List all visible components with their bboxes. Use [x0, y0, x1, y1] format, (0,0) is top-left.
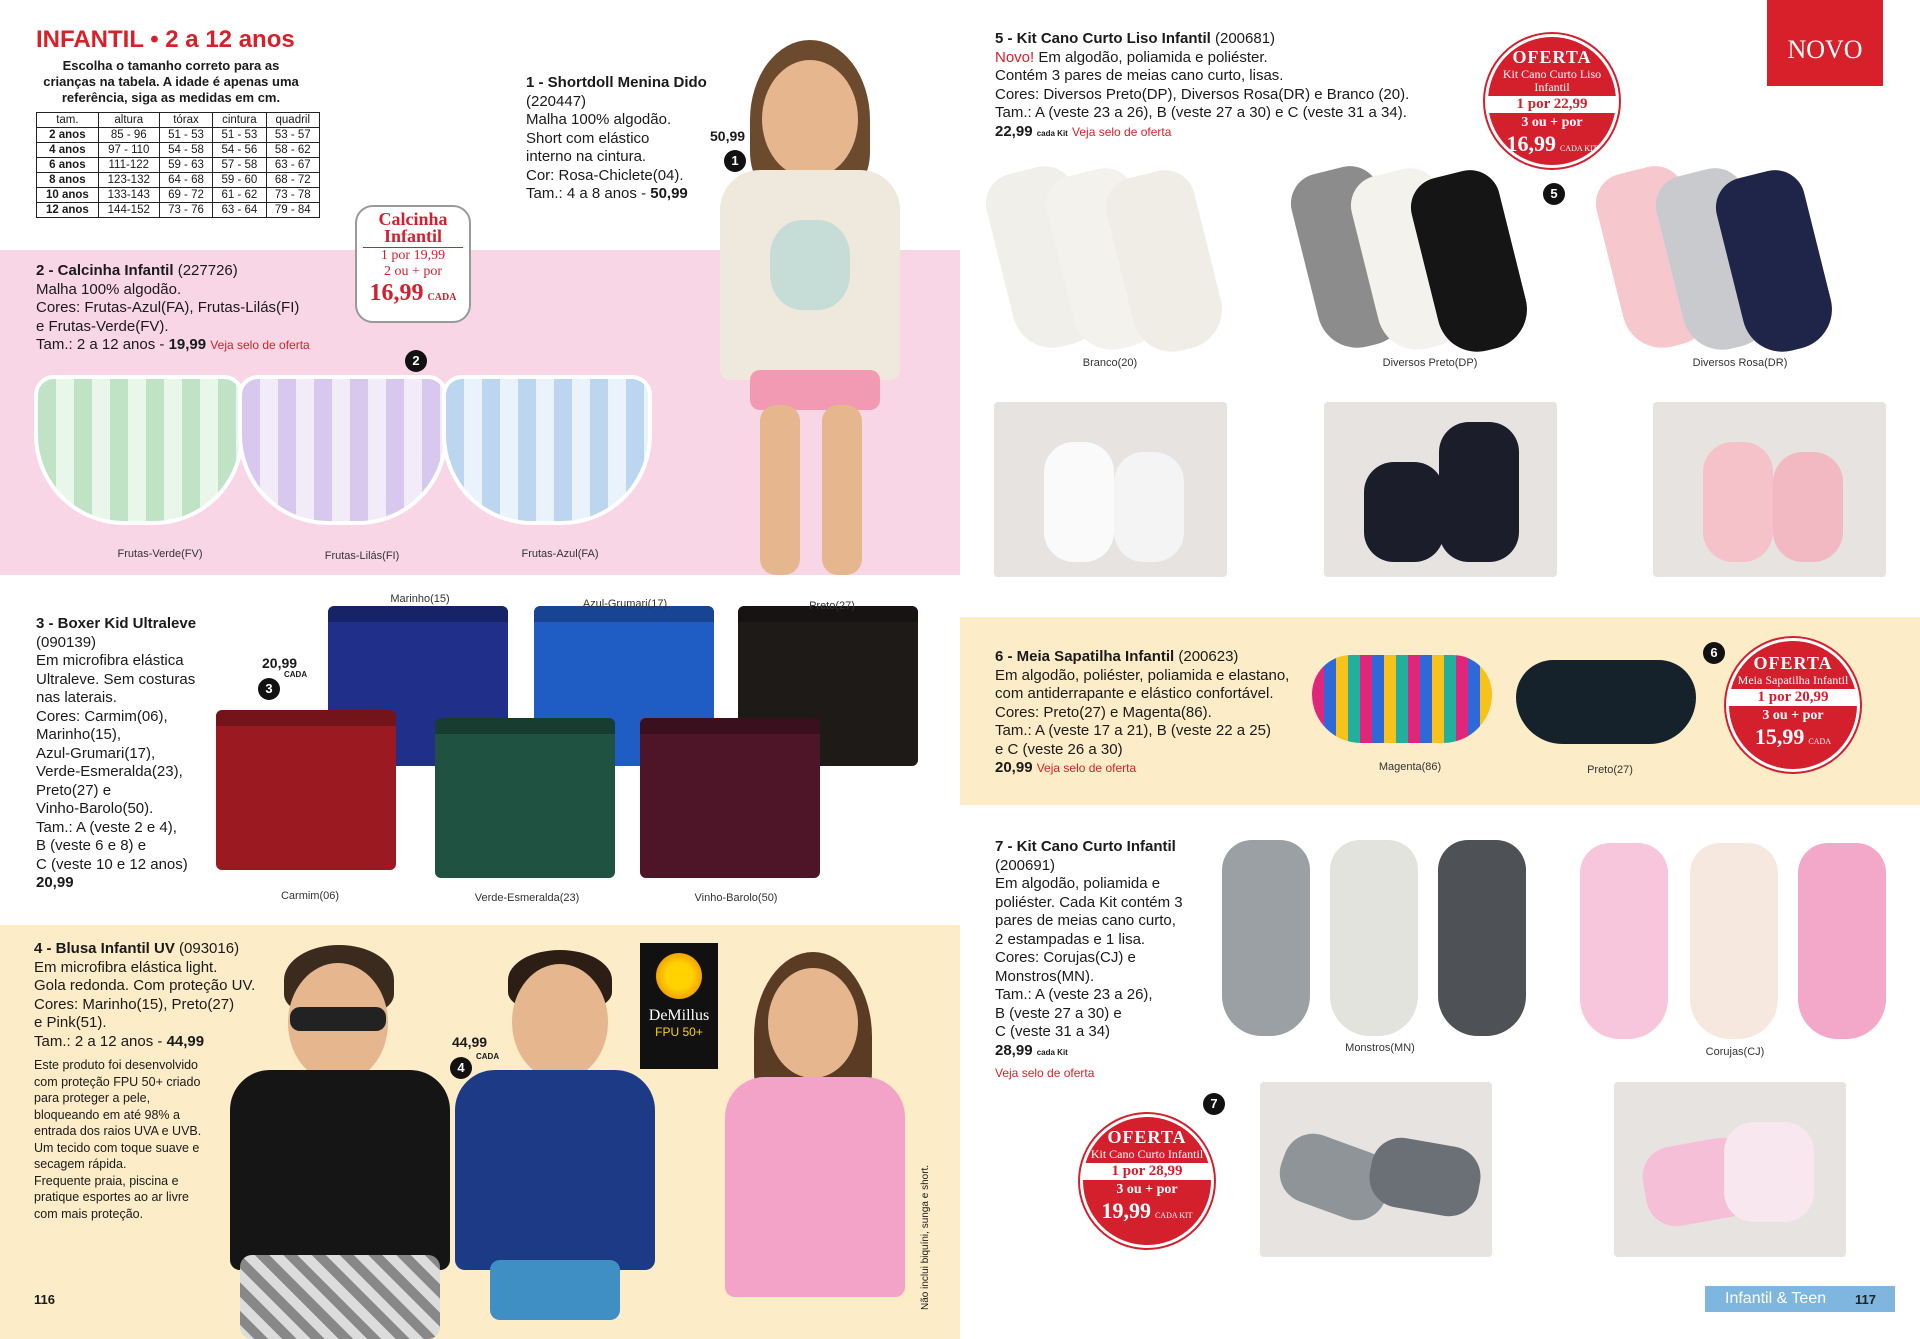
product-5-line: Tam.: A (veste 23 a 26), B (veste 27 a 30) e C (veste 31 a 34). [995, 104, 1407, 121]
caption: Frutas-Lilás(FI) [324, 550, 400, 562]
caption: Monstros(MN) [1345, 1042, 1415, 1054]
catalog-page-right [960, 0, 1920, 1339]
sock-monstros-2 [1438, 840, 1526, 1036]
product-3-line: Preto(27) e [36, 781, 112, 799]
badge-sub: FPU 50+ [655, 1025, 703, 1039]
product-2-offer-bubble [355, 205, 471, 323]
size-table-cell: 68 - 72 [266, 173, 319, 188]
size-table-row [37, 173, 320, 188]
size-table-cell: 54 - 58 [159, 143, 212, 158]
product-5-code: (200681) [1215, 30, 1276, 47]
desc-line: Um tecido com toque suave e [34, 1140, 200, 1155]
product-1-title: 1 - Shortdoll Menina Dido [526, 74, 707, 91]
product-3-tag-price: 20,99 [262, 655, 298, 671]
product-4-price: 44,99 [166, 1032, 205, 1050]
size-table-cell: 53 - 57 [266, 128, 319, 143]
seal-unit: CADA KIT [1559, 144, 1598, 153]
seal-unit: CADA [1808, 737, 1832, 746]
product-5-info [995, 30, 1465, 143]
product-3-info [36, 615, 236, 893]
page-number-right: 117 [1855, 1292, 1876, 1307]
feet-photo-rosa [1653, 402, 1886, 577]
product-7-line: poliéster. Cada Kit contém 3 [995, 893, 1183, 911]
product-7-title: 7 - Kit Cano Curto Infantil [995, 838, 1176, 855]
seal-subtitle: Meia Sapatilha Infantil [1737, 673, 1849, 687]
product-5-line: Em algodão, poliamida e poliéster. [1034, 48, 1268, 66]
seal-unit: CADA KIT [1154, 1211, 1193, 1220]
product-2-price: 19,99 [168, 336, 207, 353]
size-table-cell: 59 - 63 [159, 158, 212, 173]
badge-brand: DeMillus [648, 1007, 710, 1024]
size-table-cell: 144-152 [98, 203, 159, 218]
sock-corujas-1 [1580, 843, 1668, 1039]
product-6-offer-link[interactable]: Veja selo de oferta [1036, 761, 1137, 775]
product-3-line: Marinho(15), [36, 726, 122, 743]
sock-monstros-1 [1222, 840, 1310, 1036]
product-1-code: (220447) [526, 92, 587, 110]
product-3-tag-unit: CADA [284, 670, 308, 679]
caption: Verde-Esmeralda(23) [474, 892, 580, 904]
product-3-line: Vinho-Barolo(50). [36, 800, 154, 817]
boxer-verde-esmeralda [435, 718, 615, 878]
product-3-line: C (veste 10 e 12 anos) [36, 855, 188, 873]
product-5-price: 22,99 [995, 122, 1033, 140]
caption: Preto(27) [1587, 764, 1633, 776]
product-4-line: Em microfibra elástica light. [34, 958, 218, 976]
product-1-line: Short com elástico [526, 129, 650, 147]
product-7-line: Tam.: A (veste 23 a 26), [995, 986, 1153, 1003]
desc-line: com mais proteção. [34, 1206, 144, 1221]
feet-photo-monstros [1260, 1082, 1492, 1257]
size-table-row [37, 158, 320, 173]
seal-title: OFERTA [1512, 47, 1592, 67]
product-3-number: 3 [258, 678, 280, 700]
size-table-cell: 64 - 68 [159, 173, 212, 188]
seal-band2: 3 ou + por [1762, 708, 1824, 723]
product-5-number: 5 [1543, 183, 1565, 205]
desc-line: para proteger a pele, [34, 1091, 151, 1105]
sun-icon [656, 953, 702, 999]
product-6-offer-seal [1726, 638, 1860, 772]
product-4-description [34, 1057, 234, 1222]
product-1-line: interno na cintura. [526, 148, 647, 165]
product-6-title: 6 - Meia Sapatilha Infantil [995, 648, 1175, 665]
product-3-line: Verde-Esmeralda(23), [36, 763, 183, 780]
girl-pink-uv-shirt-photo [720, 952, 910, 1339]
size-note: Escolha o tamanho correto para as crianças na tabela. A idade é apenas uma referência, siga as medidas em cm. [43, 58, 299, 105]
size-table-cell: 2 anos [37, 128, 99, 143]
product-7-line: Em algodão, poliamida e [995, 875, 1161, 892]
size-table-cell: 4 anos [37, 143, 99, 158]
header-cell: quadril [266, 113, 319, 128]
product-4-tag-price: 44,99 [452, 1034, 488, 1050]
product-6-code: (200623) [1178, 648, 1239, 665]
product-5-title: 5 - Kit Cano Curto Liso Infantil [995, 30, 1211, 47]
header-cell: tórax [159, 113, 212, 128]
product-4-tag-unit: CADA [476, 1052, 500, 1061]
product-6-line: Em algodão, poliéster, poliamida e elastano, [995, 666, 1290, 684]
product-3-price: 20,99 [36, 874, 74, 891]
product-7-offer-seal [1080, 1114, 1214, 1248]
caption: Diversos Rosa(DR) [1692, 357, 1788, 369]
brief-frutas-verde [34, 375, 244, 525]
product-4-size: Tam.: 2 a 12 anos - [34, 1032, 167, 1050]
brief-frutas-lilas [238, 375, 448, 525]
size-table-cell: 85 - 96 [98, 128, 159, 143]
product-5-novo: Novo! [995, 48, 1035, 66]
product-3-line: Ultraleve. Sem costuras [36, 670, 196, 688]
product-2-code: (227726) [177, 262, 238, 279]
desc-line: bloqueando em até 98% a [34, 1107, 180, 1122]
product-2-offer-link[interactable]: Veja selo de oferta [210, 338, 310, 352]
product-3-line: Azul-Grumari(17), [36, 744, 156, 762]
seal-band1: 1 por 22,99 [1488, 96, 1616, 113]
caption: Corujas(CJ) [1705, 1046, 1765, 1058]
product-7-info [995, 838, 1205, 1083]
caption: Branco(20) [1082, 357, 1138, 369]
product-7-line: Monstros(MN). [995, 967, 1095, 985]
size-table-cell: 79 - 84 [266, 203, 319, 218]
sock-corujas-lisa [1690, 843, 1778, 1039]
caption: Marinho(15) [390, 593, 450, 605]
boy-navy-uv-shirt-photo [450, 950, 660, 1339]
size-table-cell: 97 - 110 [98, 143, 159, 158]
product-5-price-unit: cada Kit [1036, 128, 1068, 138]
size-table-row [37, 143, 320, 158]
caption: Diversos Preto(DP) [1382, 357, 1478, 369]
product-7-line: 2 estampadas e 1 lisa. [995, 930, 1146, 948]
size-table-cell: 57 - 58 [213, 158, 266, 173]
sapatilha-preto [1516, 660, 1696, 744]
bubble-title: Calcinha Infantil [378, 209, 448, 246]
product-4-line: Cores: Marinho(15), Preto(27) [34, 995, 235, 1013]
size-table-cell: 8 anos [37, 173, 99, 188]
seal-band1: 1 por 20,99 [1729, 689, 1857, 706]
product-2-line: Malha 100% algodão. [36, 280, 182, 298]
product-7-code: (200691) [995, 856, 1056, 874]
feet-photo-branco [994, 402, 1227, 577]
product-1-line: Cor: Rosa-Chiclete(04). [526, 166, 684, 184]
product-7-price: 28,99 [995, 1041, 1033, 1059]
desc-line: com proteção FPU 50+ criado [34, 1074, 201, 1089]
product-6-line: Cores: Preto(27) e Magenta(86). [995, 703, 1212, 721]
feet-photo-corujas [1614, 1082, 1846, 1257]
size-table-cell: 133-143 [98, 188, 159, 203]
desc-line: secagem rápida. [34, 1157, 127, 1171]
product-3-line: nas laterais. [36, 689, 117, 706]
size-table-cell: 10 anos [37, 188, 99, 203]
novo-badge: NOVO [1767, 0, 1883, 86]
product-4-line: e Pink(51). [34, 1014, 107, 1031]
size-table-row [37, 128, 320, 143]
size-table-cell: 51 - 53 [159, 128, 212, 143]
size-table-cell: 63 - 67 [266, 158, 319, 173]
footer-bar [1705, 1286, 1895, 1312]
product-4-code: (093016) [179, 940, 240, 957]
seal-band1: 1 por 28,99 [1083, 1163, 1211, 1180]
desc-line: Este produto foi desenvolvido [34, 1058, 198, 1072]
product-7-price-unit: cada Kit [1036, 1047, 1068, 1057]
product-7-offer-link[interactable]: Veja selo de oferta [995, 1066, 1095, 1080]
header-cell: tam. [37, 113, 99, 128]
product-3-line: B (veste 6 e 8) e [36, 837, 147, 854]
boy-black-uv-shirt-photo [220, 945, 460, 1339]
product-2-title: 2 - Calcinha Infantil [36, 262, 174, 279]
desc-line: pratique esportes ao ar livre [34, 1190, 189, 1204]
size-table-header [37, 113, 320, 128]
product-5-line: Cores: Diversos Preto(DP), Diversos Rosa(DR) e Branco (20). [995, 85, 1410, 103]
product-6-number: 6 [1703, 642, 1725, 664]
seal-price: 15,99 [1754, 724, 1805, 749]
size-table-row [37, 203, 320, 218]
product-5-offer-seal [1485, 34, 1619, 168]
bubble-unit: CADA [427, 292, 457, 303]
product-7-line: B (veste 27 a 30) e [995, 1004, 1122, 1022]
product-2-number: 2 [405, 350, 427, 372]
size-table-cell: 12 anos [37, 203, 99, 218]
product-4-line: Gola redonda. Com proteção UV. [34, 977, 256, 994]
size-table-cell: 63 - 64 [213, 203, 266, 218]
product-6-info [995, 648, 1325, 778]
boxer-carmim [216, 710, 396, 870]
caption: Carmim(06) [280, 890, 340, 902]
size-table-cell: 54 - 56 [213, 143, 266, 158]
product-3-line: Tam.: A (veste 2 e 4), [36, 818, 177, 836]
product-1-number: 1 [724, 150, 746, 172]
girl-shortdoll-photo [710, 40, 930, 580]
product-6-price: 20,99 [995, 759, 1033, 776]
product-2-info [36, 262, 366, 355]
header-cell: altura [98, 113, 159, 128]
seal-band2: 3 ou + por [1521, 115, 1583, 130]
caption: Frutas-Azul(FA) [521, 548, 599, 560]
product-6-line: com antiderrapante e elástico confortável. [995, 685, 1274, 702]
caption: Frutas-Verde(FV) [117, 548, 203, 560]
product-1-line: Malha 100% algodão. [526, 111, 672, 128]
seal-title: OFERTA [1753, 653, 1833, 673]
desc-line: Frequente praia, piscina e [34, 1173, 179, 1188]
caption: Preto(27) [809, 600, 855, 612]
feet-photo-preto [1324, 402, 1557, 577]
seal-price: 16,99 [1506, 131, 1556, 156]
product-3-title: 3 - Boxer Kid Ultraleve [36, 615, 197, 632]
caption: Vinho-Barolo(50) [694, 892, 778, 904]
caption: Azul-Grumari(17) [582, 598, 668, 610]
product-3-line: Em microfibra elástica [36, 652, 184, 669]
desc-line: entrada dos raios UVA e UVB. [34, 1124, 202, 1138]
size-table-row [37, 188, 320, 203]
seal-subtitle: Kit Cano Curto Liso Infantil [1502, 67, 1602, 94]
sock-corujas-2 [1798, 843, 1886, 1039]
product-7-line: pares de meias cano curto, [995, 912, 1176, 929]
seal-title: OFERTA [1107, 1127, 1187, 1147]
section-heading: INFANTIL • 2 a 12 anos [36, 26, 295, 53]
seal-band2: 3 ou + por [1116, 1182, 1178, 1197]
brief-frutas-azul [442, 375, 652, 525]
bubble-line1: 1 por 19,99 [363, 247, 463, 264]
size-table-cell: 6 anos [37, 158, 99, 173]
footer-label: Infantil & Teen [1725, 1290, 1827, 1307]
product-6-line: Tam.: A (veste 17 a 21), B (veste 22 a 25) [995, 722, 1271, 739]
product-5-offer-link[interactable]: Veja selo de oferta [1072, 124, 1172, 139]
product-3-code: (090139) [36, 633, 97, 651]
size-table-cell: 59 - 60 [213, 173, 266, 188]
product-1-info [526, 74, 726, 204]
sock-monstros-lisa [1330, 840, 1418, 1036]
size-table-cell: 111-122 [98, 158, 159, 173]
product-2-line: e Frutas-Verde(FV). [36, 317, 169, 335]
page-number-left: 116 [34, 1292, 55, 1307]
bubble-price: 16,99 [369, 280, 424, 306]
product-2-size: Tam.: 2 a 12 anos - [36, 336, 169, 353]
product-1-size: Tam.: 4 a 8 anos - [526, 185, 651, 202]
caption: Magenta(86) [1378, 761, 1442, 773]
product-4-title: 4 - Blusa Infantil UV [34, 940, 175, 957]
product-6-line: e C (veste 26 a 30) [995, 740, 1123, 758]
seal-subtitle: Kit Cano Curto Infantil [1090, 1147, 1204, 1161]
product-4-number: 4 [450, 1057, 472, 1079]
size-table [36, 112, 320, 218]
header-cell: cintura [213, 113, 266, 128]
product-3-line: Cores: Carmim(06), [36, 707, 168, 725]
size-table-cell: 51 - 53 [213, 128, 266, 143]
product-7-line: Cores: Corujas(CJ) e [995, 949, 1136, 966]
size-table-cell: 73 - 76 [159, 203, 212, 218]
size-table-cell: 123-132 [98, 173, 159, 188]
product-7-line: C (veste 31 a 34) [995, 1023, 1111, 1040]
product-1-tag-price: 50,99 [710, 128, 746, 144]
product-2-line: Cores: Frutas-Azul(FA), Frutas-Lilás(FI) [36, 299, 300, 316]
product-1-price: 50,99 [650, 185, 688, 202]
sapatilha-magenta [1312, 655, 1492, 743]
bubble-line2: 2 ou + por [383, 264, 443, 279]
product-7-number: 7 [1203, 1093, 1225, 1115]
boxer-vinho-barolo [640, 718, 820, 878]
size-table-cell: 61 - 62 [213, 188, 266, 203]
size-table-cell: 69 - 72 [159, 188, 212, 203]
size-table-cell: 58 - 62 [266, 143, 319, 158]
product-5-line: Contém 3 pares de meias cano curto, lisas. [995, 67, 1284, 84]
size-table-cell: 73 - 78 [266, 188, 319, 203]
product-4-side-note: Não inclui biquíni, sunga e short. [920, 1164, 931, 1310]
seal-price: 19,99 [1101, 1198, 1151, 1223]
